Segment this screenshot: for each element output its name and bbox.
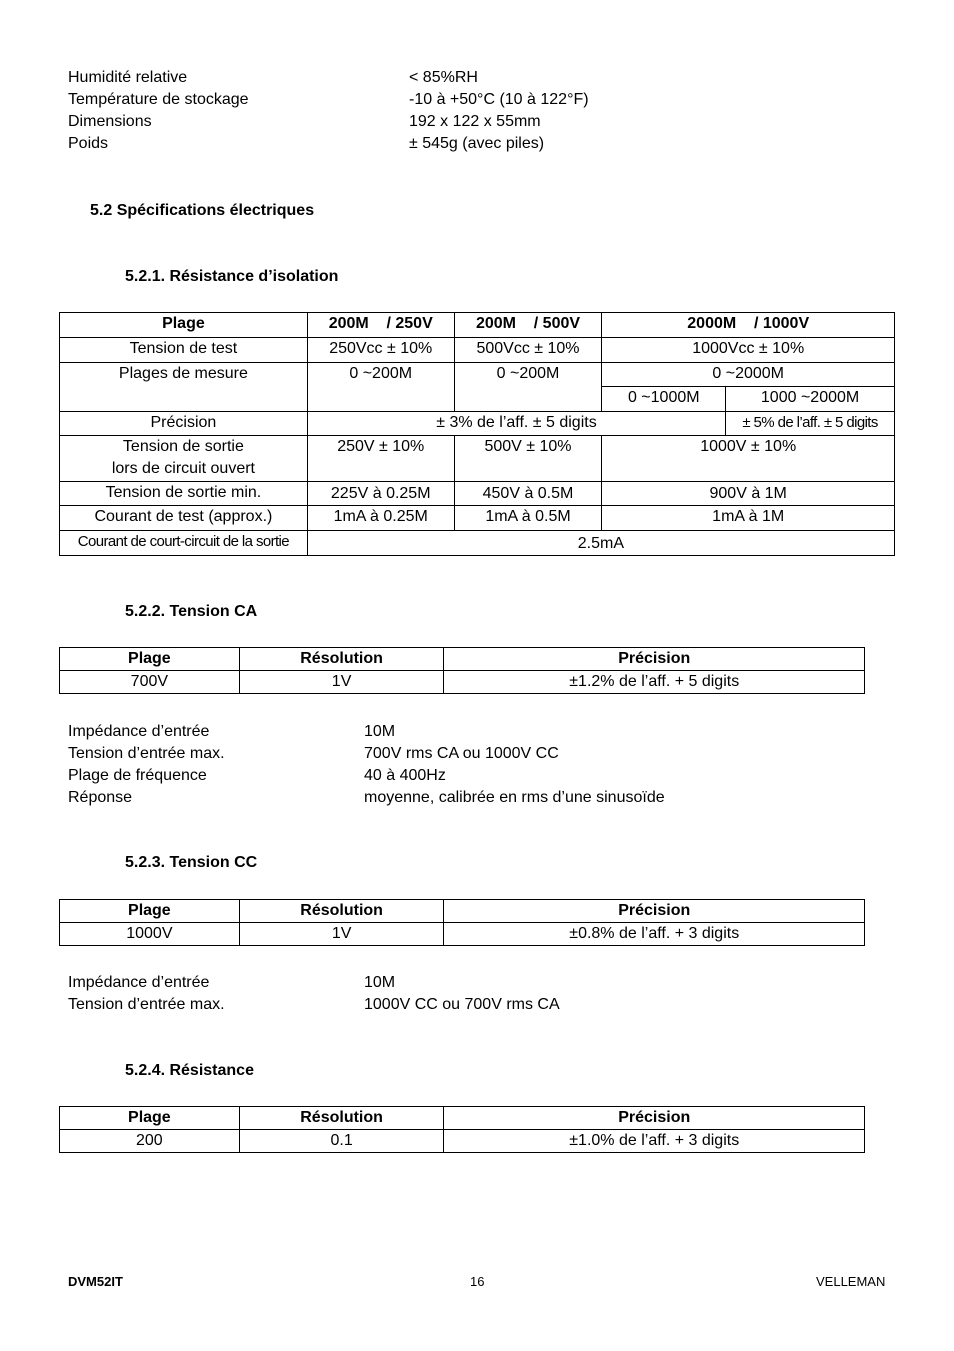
table-row <box>60 648 865 671</box>
header-cell: Plage <box>60 648 240 671</box>
footer-brand: VELLEMAN <box>816 1274 886 1289</box>
spec-row-weight <box>68 133 589 155</box>
row-label: Courant de test (approx.) <box>60 506 308 531</box>
table-cell: 0 ~2000M <box>602 363 895 387</box>
spec-label: Impédance d’entrée <box>68 974 210 991</box>
spec-label: Tension d’entrée max. <box>68 745 225 762</box>
dc-voltage-heading: 5.2.3. Tension CC <box>125 854 258 871</box>
table-row <box>60 506 895 531</box>
spec-value: moyenne, calibrée en rms d’une sinusoïde <box>364 789 665 806</box>
row-label: Tension de sortie min. <box>60 482 308 506</box>
table-cell: 2.5mA <box>307 531 894 556</box>
insulation-table <box>59 312 895 556</box>
table-cell: 1mA à 0.25M <box>307 506 454 531</box>
ac-voltage-table <box>59 647 865 694</box>
header-cell: Plage <box>60 313 308 338</box>
header-cell: Résolution <box>239 648 444 671</box>
header-cell: Plage <box>60 900 240 923</box>
header-cell: Résolution <box>239 900 444 923</box>
header-cell: 200M / 500V <box>454 313 602 338</box>
dc-voltage-specs <box>68 972 560 1016</box>
spec-row-storage-temp <box>68 89 589 111</box>
table-row <box>60 412 895 436</box>
table-row <box>60 363 895 387</box>
header-cell: 2000M / 1000V <box>602 313 895 338</box>
table-cell: 225V à 0.25M <box>307 482 454 506</box>
spec-label: Humidité relative <box>68 69 188 86</box>
row-label: Précision <box>60 412 308 436</box>
footer-page-number: 16 <box>470 1274 485 1289</box>
table-cell: 1000V <box>60 923 240 946</box>
table-row <box>60 531 895 556</box>
table-cell: 250Vcc ± 10% <box>307 338 454 363</box>
header-cell: Précision <box>444 1107 865 1130</box>
spec-label: Réponse <box>68 789 133 806</box>
header-cell: Résolution <box>239 1107 444 1130</box>
spec-value: 700V rms CA ou 1000V CC <box>364 745 559 762</box>
spec-value: < 85%RH <box>409 69 478 86</box>
table-cell: 500V ± 10% <box>454 436 602 482</box>
table-cell: 1000Vcc ± 10% <box>602 338 895 363</box>
dc-voltage-table <box>59 899 865 946</box>
table-cell: 200 <box>60 1130 240 1153</box>
spec-value: 10M <box>364 974 396 991</box>
spec-value: 40 à 400Hz <box>364 767 446 784</box>
spec-value: ± 545g (avec piles) <box>409 135 545 152</box>
row-label <box>60 436 308 482</box>
general-specs-list <box>68 67 589 155</box>
table-row <box>60 1130 865 1153</box>
table-cell: 450V à 0.5M <box>454 482 602 506</box>
table-row <box>60 313 895 338</box>
table-cell: 500Vcc ± 10% <box>454 338 602 363</box>
spec-value: -10 à +50°C (10 à 122°F) <box>409 91 589 108</box>
table-cell: 250V ± 10% <box>307 436 454 482</box>
spec-label: Tension d’entrée max. <box>68 996 225 1013</box>
table-cell: 900V à 1M <box>602 482 895 506</box>
footer-model: DVM52IT <box>68 1274 123 1289</box>
spec-row <box>68 743 665 765</box>
table-cell: ±1.2% de l’aff. + 5 digits <box>444 671 865 694</box>
table-cell: 1000 ~2000M <box>726 387 895 412</box>
spec-row <box>68 972 560 994</box>
ac-voltage-heading: 5.2.2. Tension CA <box>125 603 258 620</box>
spec-row <box>68 787 665 809</box>
table-cell: ± 3% de l’aff. ± 5 digits <box>307 412 725 436</box>
resistance-heading: 5.2.4. Résistance <box>125 1062 254 1079</box>
spec-label: Température de stockage <box>68 91 249 108</box>
table-cell: 0 ~200M <box>307 363 454 412</box>
ac-voltage-specs <box>68 721 665 809</box>
row-label-line: Tension de sortie <box>122 438 244 455</box>
spec-value: 10M <box>364 723 396 740</box>
spec-label: Impédance d’entrée <box>68 723 210 740</box>
resistance-table <box>59 1106 865 1153</box>
spec-row <box>68 765 665 787</box>
table-cell: ± 5% de l’aff. ± 5 digits <box>726 412 895 436</box>
row-label: Plages de mesure <box>60 363 308 412</box>
spec-value: 1000V CC ou 700V rms CA <box>364 996 560 1013</box>
spec-label: Plage de fréquence <box>68 767 207 784</box>
table-row <box>60 923 865 946</box>
table-cell: 1mA à 0.5M <box>454 506 602 531</box>
row-label: Tension de test <box>60 338 308 363</box>
row-label: Courant de court-circuit de la sortie <box>60 531 308 556</box>
spec-label: Dimensions <box>68 113 152 130</box>
table-row <box>60 436 895 482</box>
row-label-line: lors de circuit ouvert <box>111 460 255 477</box>
table-cell: 0 ~200M <box>454 363 602 412</box>
spec-value: 192 x 122 x 55mm <box>409 113 541 130</box>
table-cell: 0.1 <box>239 1130 444 1153</box>
table-cell: 1V <box>239 923 444 946</box>
header-cell: 200M / 250V <box>307 313 454 338</box>
table-cell: 700V <box>60 671 240 694</box>
table-cell: ±1.0% de l’aff. + 3 digits <box>444 1130 865 1153</box>
header-cell: Précision <box>444 648 865 671</box>
table-row <box>60 671 865 694</box>
table-row <box>60 482 895 506</box>
spec-row <box>68 994 560 1016</box>
spec-row-humidity <box>68 67 589 89</box>
section-heading-5-2: 5.2 Spécifications électriques <box>90 202 315 219</box>
insulation-heading: 5.2.1. Résistance d’isolation <box>125 268 339 285</box>
table-cell: 1000V ± 10% <box>602 436 895 482</box>
table-cell: ±0.8% de l’aff. + 3 digits <box>444 923 865 946</box>
spec-label: Poids <box>68 135 109 152</box>
spec-row-dimensions <box>68 111 589 133</box>
table-row <box>60 1107 865 1130</box>
table-cell: 0 ~1000M <box>602 387 726 412</box>
header-cell: Plage <box>60 1107 240 1130</box>
table-row <box>60 338 895 363</box>
spec-row <box>68 721 665 743</box>
table-cell: 1mA à 1M <box>602 506 895 531</box>
header-cell: Précision <box>444 900 865 923</box>
table-cell: 1V <box>239 671 444 694</box>
table-row <box>60 900 865 923</box>
